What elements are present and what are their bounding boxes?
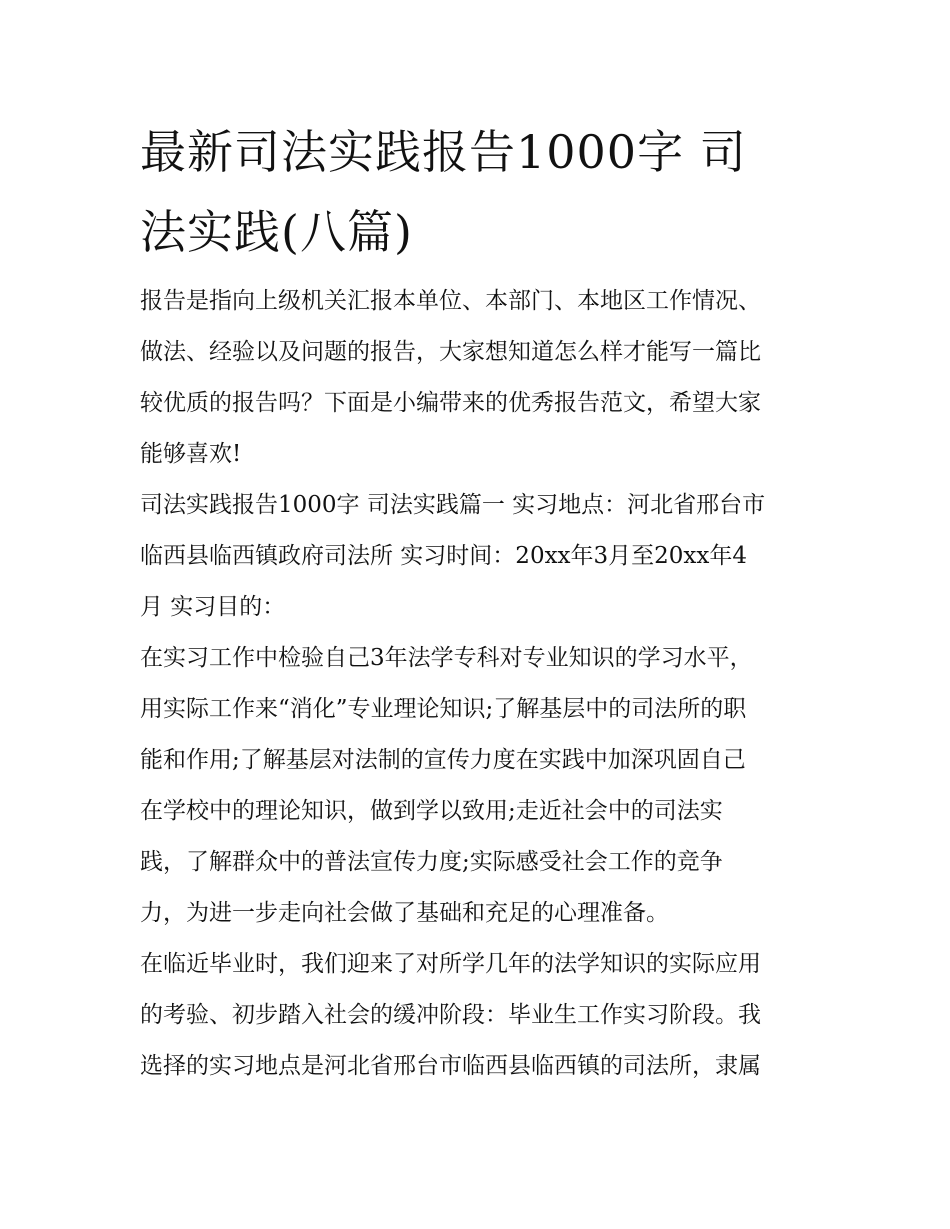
text-line: 在临近毕业时，我们迎来了对所学几年的法学知识的实际应用 [140,951,761,977]
text-line: 力，为进一步走向社会做了基础和充足的心理准备。 [140,900,669,926]
text-line: 司法实践报告1000字 司法实践篇一 实习地点：河北省邢台市 [140,492,766,518]
document-body [140,276,820,1092]
text-line: 在实习工作中检验自己3年法学专科对专业知识的学习水平， [140,645,753,671]
text-line: 报告是指向上级机关汇报本单位、本部门、本地区工作情况、 [140,288,761,314]
text-line: 用实际工作来“消化”专业理论知识;了解基层中的司法所的职 [140,696,747,722]
text-line: 能够喜欢! [140,441,242,467]
text-line: 能和作用;了解基层对法制的宣传力度在实践中加深巩固自己 [140,747,746,773]
text-line: 临西县临西镇政府司法所 实习时间：20xx年3月至20xx年4 [140,543,747,569]
title-line: 法实践(八篇) [140,205,413,259]
paragraph-graduation [140,939,820,1092]
text-line: 较优质的报告吗？下面是小编带来的优秀报告范文，希望大家 [140,390,761,416]
text-line: 在学校中的理论知识，做到学以致用;走近社会中的司法实 [140,798,723,824]
paragraph-intro [140,276,820,480]
paragraph-internship-info [140,480,820,633]
text-line: 的考验、初步踏入社会的缓冲阶段：毕业生工作实习阶段。我 [140,1002,761,1028]
title-line: 最新司法实践报告1000字 司 [140,125,747,179]
document-title [140,112,820,272]
text-line: 月 实习目的： [140,594,286,620]
text-line: 选择的实习地点是河北省邢台市临西县临西镇的司法所，隶属 [140,1053,761,1079]
paragraph-internship-purpose [140,633,820,939]
text-line: 践，了解群众中的普法宣传力度;实际感受社会工作的竞争 [140,849,723,875]
text-line: 做法、经验以及问题的报告，大家想知道怎么样才能写一篇比 [140,339,761,365]
